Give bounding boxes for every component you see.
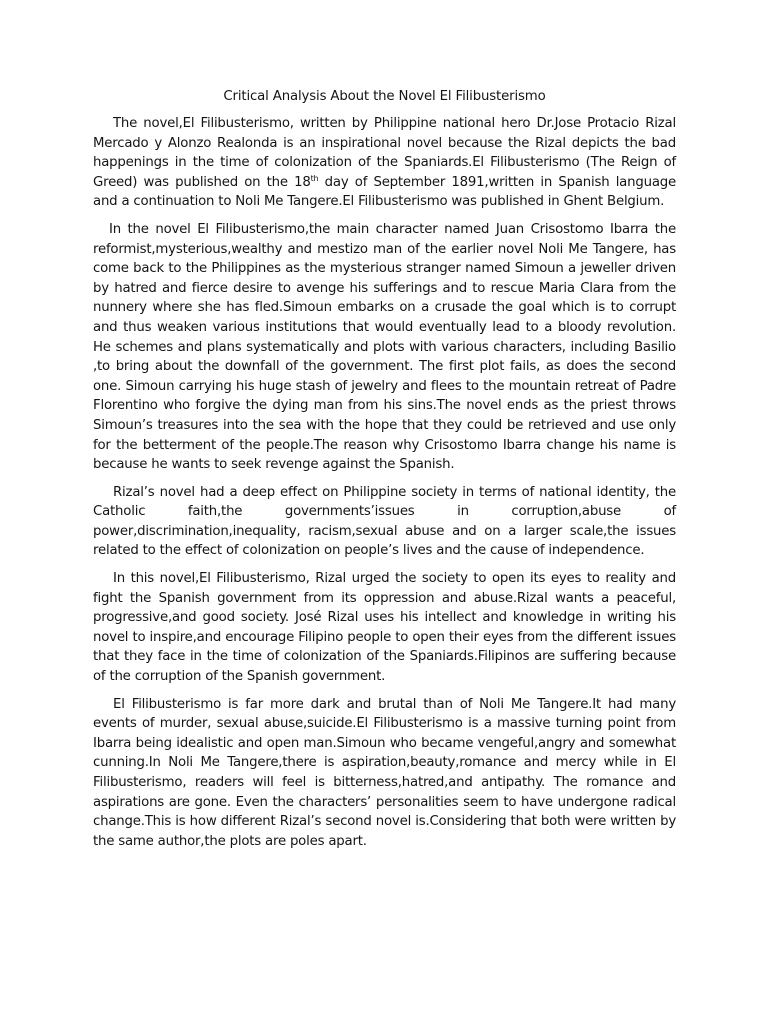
ordinal-suffix: th — [310, 173, 319, 183]
paragraph-2-text: In the novel El Filibusterismo,the main character named Juan Crisostomo Ibarra the reformist,mysterious,wealthy and mestizo man of the earlier novel Noli Me Tangere, has come back to the Philippines as the mysterious stranger named Simoun a jeweller driven by hatred and fierce desire to avenge his sufferings and to rescue Maria Clara from the nunnery where she has fled.Simoun embarks on a crusade the goal which is to corrupt and thus weaken various institutions that would eventually lead to a bloody revolution. He schemes and plans systematically and plots with various characters, including Basilio ,to bring about the downfall of the government. The first plot fails, as does the second one. Simoun carrying his huge stash of jewelry and flees to the mountain retreat of Padre Florentino who forgive the dying man from his sins.The novel ends as the priest throws Simoun’s treasures into the sea with the hope that they could be retrieved and use only for the betterment of the people.The reason why Crisostomo Ibarra change his name is because he wants to seek revenge against the Spanish. — [93, 221, 676, 473]
paragraph-1 — [93, 114, 676, 212]
paragraph-4 — [93, 569, 676, 687]
paragraph-5-text: El Filibusterismo is far more dark and brutal than of Noli Me Tangere.It had many events of murder, sexual abuse,suicide.El Filibusterismo is a massive turning point from Ibarra being idealistic and open man.Simoun who became vengeful,angry and somewhat cunning.In Noli Me Tangere,there is aspiration,beauty,romance and mercy while in El Filibusterismo, readers will feel is bitterness,hatred,and antipathy. The romance and aspirations are gone. Even the characters’ personalities seem to have undergone radical change.This is how different Rizal’s second novel is.Considering that both were written by the same author,the plots are poles apart. — [93, 696, 676, 849]
paragraph-3-text: Rizal’s novel had a deep effect on Philippine society in terms of national identity, the Catholic faith,the governments’issues in corruption,abuse of power,discrimination,inequality, racism,sexual abuse and on a larger scale,the issues related to the effect of colonization on people’s lives and the cause of independence. — [93, 484, 676, 559]
paragraph-4-text: In this novel,El Filibusterismo, Rizal urged the society to open its eyes to reality and fight the Spanish government from its oppression and abuse.Rizal wants a peaceful, progressive,and good society. José Rizal uses his intellect and knowledge in writing his novel to inspire,and encourage Filipino people to open their eyes from the different issues that they face in the time of colonization of the Spaniards.Filipinos are suffering because of the corruption of the Spanish government. — [93, 571, 676, 685]
paragraph-3 — [93, 483, 676, 561]
document-title: Critical Analysis About the Novel El Filibusterismo — [223, 89, 546, 104]
paragraph-2 — [93, 220, 676, 475]
paragraph-5 — [93, 695, 676, 852]
paragraph-1-text: The novel,El Filibusterismo, written by Philippine national hero Dr.Jose Protacio Rizal Mercado y Alonzo Realonda is an inspirational novel because the Rizal depicts the bad happenings in the time of colonization of the Spaniards.El Filibusterismo (The Reign of Greed) was published on the 18 — [93, 116, 676, 190]
paragraph-1-text-continued: day of September 1891,written in Spanish language and a continuation to Noli Me Tangere.El Filibusterismo was published in Ghent Belgium. — [93, 174, 676, 210]
document-page — [93, 87, 676, 859]
